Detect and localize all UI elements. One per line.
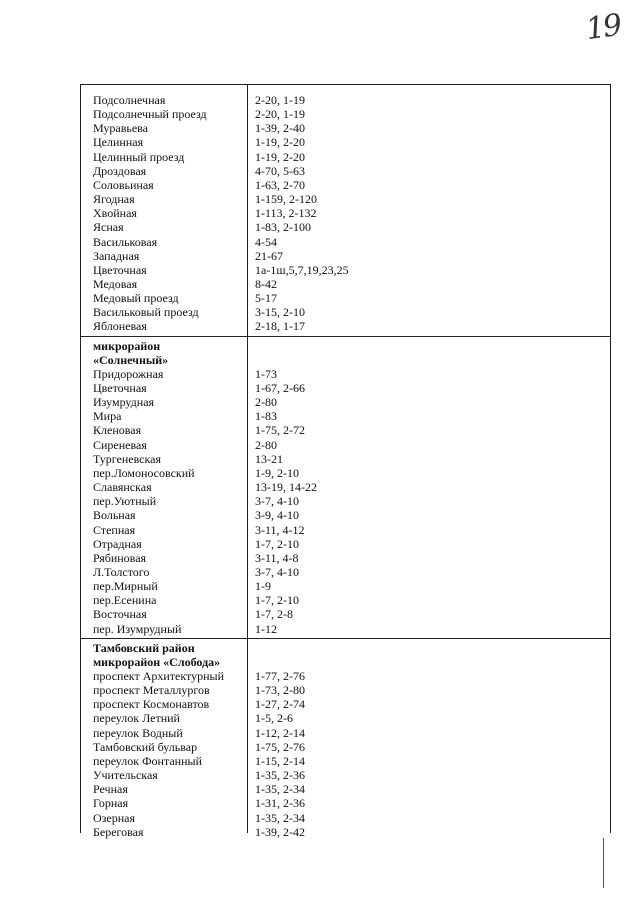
section-divider <box>81 638 610 639</box>
table-row <box>81 423 610 437</box>
street-name: переулок Водный <box>93 725 183 740</box>
house-numbers: 13-21 <box>255 451 283 466</box>
street-name: переулок Фонтанный <box>93 753 203 768</box>
house-numbers: 2-80 <box>255 437 277 452</box>
house-numbers: 3-15, 2-10 <box>255 305 305 320</box>
table-row <box>81 579 610 593</box>
street-name: Цветочная <box>93 262 147 277</box>
street-name: Соловьиная <box>93 177 154 192</box>
street-name: Хвойная <box>93 206 137 221</box>
street-name: Славянская <box>93 480 152 495</box>
page-edge-line <box>603 838 604 888</box>
street-name: Степная <box>93 522 136 537</box>
street-name: Восточная <box>93 607 147 622</box>
table-row <box>81 206 610 220</box>
table-row <box>81 466 610 480</box>
table-row <box>81 683 610 697</box>
section-header <box>81 641 610 655</box>
street-name: Ягодная <box>93 192 135 207</box>
table-row <box>81 711 610 725</box>
street-name: Муравьева <box>93 121 148 136</box>
section-header-label: «Солнечный» <box>93 352 169 367</box>
street-name: Медовая <box>93 276 138 291</box>
street-name: Придорожная <box>93 366 164 381</box>
house-numbers: 1-7, 2-10 <box>255 593 299 608</box>
section-header <box>81 655 610 669</box>
street-name: проспект Космонавтов <box>93 697 210 712</box>
house-numbers: 1-9 <box>255 579 271 594</box>
house-numbers: 3-7, 4-10 <box>255 494 299 509</box>
street-name: Л.Толстого <box>93 564 150 579</box>
house-numbers: 1-12, 2-14 <box>255 725 305 740</box>
street-name: Тургеневская <box>93 451 161 466</box>
street-name: Васильковый проезд <box>93 305 199 320</box>
street-name: Васильковая <box>93 234 158 249</box>
table-row <box>81 593 610 607</box>
table-row <box>81 135 610 149</box>
street-name: Рябиновая <box>93 550 147 565</box>
table-row <box>81 523 610 537</box>
table-row <box>81 438 610 452</box>
street-name: Вольная <box>93 508 136 523</box>
table-row <box>81 107 610 121</box>
street-name: Дроздовая <box>93 163 147 178</box>
house-numbers: 13-19, 14-22 <box>255 480 317 495</box>
house-numbers: 5-17 <box>255 291 277 306</box>
house-numbers: 3-11, 4-12 <box>255 522 305 537</box>
house-numbers: 2-80 <box>255 395 277 410</box>
table-row <box>81 381 610 395</box>
table-row <box>81 669 610 683</box>
street-name: Изумрудная <box>93 395 155 410</box>
table-row <box>81 220 610 234</box>
street-name: Подсолнечный проезд <box>93 107 207 122</box>
table-row <box>81 480 610 494</box>
house-numbers: 2-20, 1-19 <box>255 107 305 122</box>
table-row <box>81 537 610 551</box>
street-name: Речная <box>93 782 128 797</box>
section-header-label: микрорайон «Слобода» <box>93 654 221 669</box>
street-name: пер. Изумрудный <box>93 621 182 636</box>
house-numbers: 4-54 <box>255 234 277 249</box>
street-name: проспект Металлургов <box>93 683 210 698</box>
table-row <box>81 740 610 754</box>
table-row <box>81 291 610 305</box>
table-row <box>81 277 610 291</box>
street-name: пер.Уютный <box>93 494 157 509</box>
table-row <box>81 150 610 164</box>
house-numbers: 2-18, 1-17 <box>255 319 305 334</box>
table-row <box>81 622 610 636</box>
street-name: Целинная <box>93 135 144 150</box>
table-row <box>81 235 610 249</box>
house-numbers: 1-63, 2-70 <box>255 177 305 192</box>
table-row <box>81 367 610 381</box>
house-numbers: 1-35, 2-34 <box>255 782 305 797</box>
section-header-label: Тамбовский район <box>93 640 195 655</box>
table-row <box>81 565 610 579</box>
page-number: 19 <box>583 7 623 48</box>
house-numbers: 1-9, 2-10 <box>255 465 299 480</box>
street-name: Учительская <box>93 768 158 783</box>
section-header-label: микрорайон <box>93 338 161 353</box>
house-numbers: 1а-1ш,5,7,19,23,25 <box>255 262 349 277</box>
street-name: Ясная <box>93 220 124 235</box>
table-row <box>81 607 610 621</box>
section-header <box>81 353 610 367</box>
house-numbers: 1-31, 2-36 <box>255 796 305 811</box>
street-name: проспект Архитектурный <box>93 669 225 683</box>
street-name: Целинный проезд <box>93 149 185 164</box>
table-row <box>81 178 610 192</box>
table-row <box>81 551 610 565</box>
house-numbers: 1-113, 2-132 <box>255 206 317 221</box>
house-numbers: 2-20, 1-19 <box>255 93 305 107</box>
house-numbers: 1-27, 2-74 <box>255 697 305 712</box>
house-numbers: 1-83 <box>255 409 277 424</box>
house-numbers: 8-42 <box>255 276 277 291</box>
house-numbers: 1-12 <box>255 621 277 636</box>
street-name: Сиреневая <box>93 437 147 452</box>
house-numbers: 1-73, 2-80 <box>255 683 305 698</box>
street-name: Западная <box>93 248 140 263</box>
table-row <box>81 164 610 178</box>
house-numbers: 1-67, 2-66 <box>255 381 305 395</box>
table-row <box>81 825 610 839</box>
house-numbers: 1-19, 2-20 <box>255 135 305 150</box>
house-numbers: 1-75, 2-72 <box>255 423 305 438</box>
table-row <box>81 409 610 423</box>
street-name: Медовый проезд <box>93 291 179 306</box>
street-name: переулок Летний <box>93 711 180 726</box>
table-row <box>81 249 610 263</box>
street-name: Мира <box>93 409 122 424</box>
house-numbers: 1-73 <box>255 366 277 381</box>
house-numbers: 1-5, 2-6 <box>255 711 293 726</box>
table-row <box>81 93 610 107</box>
table-row <box>81 782 610 796</box>
house-numbers: 1-77, 2-76 <box>255 669 305 683</box>
section-header <box>81 339 610 353</box>
street-name: Кленовая <box>93 423 142 438</box>
house-numbers: 1-39, 2-42 <box>255 824 305 839</box>
table-row <box>81 726 610 740</box>
street-name: Тамбовский бульвар <box>93 739 198 754</box>
table-row <box>81 754 610 768</box>
house-numbers: 1-15, 2-14 <box>255 753 305 768</box>
table-row <box>81 452 610 466</box>
street-name: пер.Есенина <box>93 593 157 608</box>
house-numbers: 3-9, 4-10 <box>255 508 299 523</box>
table-row <box>81 811 610 825</box>
table-row <box>81 263 610 277</box>
house-numbers: 1-83, 2-100 <box>255 220 311 235</box>
house-numbers: 1-35, 2-36 <box>255 768 305 783</box>
house-numbers: 21-67 <box>255 248 283 263</box>
table-row <box>81 768 610 782</box>
table-row <box>81 494 610 508</box>
table-row <box>81 121 610 135</box>
street-name: пер.Мирный <box>93 579 158 594</box>
address-table <box>80 84 611 839</box>
house-numbers: 1-35, 2-34 <box>255 810 305 825</box>
house-numbers: 1-39, 2-40 <box>255 121 305 136</box>
house-numbers: 1-7, 2-8 <box>255 607 293 622</box>
house-numbers: 1-159, 2-120 <box>255 192 317 207</box>
house-numbers: 4-70, 5-63 <box>255 163 305 178</box>
table-row <box>81 697 610 711</box>
table-row <box>81 305 610 319</box>
house-numbers: 3-7, 4-10 <box>255 564 299 579</box>
house-numbers: 1-75, 2-76 <box>255 739 305 754</box>
street-name: пер.Ломоносовский <box>93 465 195 480</box>
table-row <box>81 319 610 333</box>
street-name: Отрадная <box>93 536 142 551</box>
street-name: Цветочная <box>93 381 147 395</box>
house-numbers: 1-19, 2-20 <box>255 149 305 164</box>
table-row <box>81 796 610 810</box>
table-row <box>81 395 610 409</box>
street-name: Подсолнечная <box>93 93 166 107</box>
house-numbers: 3-11, 4-8 <box>255 550 299 565</box>
street-name: Горная <box>93 796 129 811</box>
house-numbers: 1-7, 2-10 <box>255 536 299 551</box>
street-name: Береговая <box>93 824 144 839</box>
table-row <box>81 192 610 206</box>
table-row <box>81 508 610 522</box>
street-name: Яблоневая <box>93 319 147 334</box>
section-divider <box>81 336 610 337</box>
street-name: Озерная <box>93 810 135 825</box>
